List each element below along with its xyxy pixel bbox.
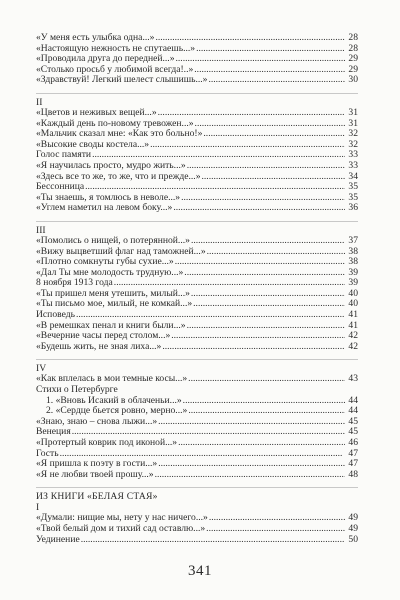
- toc-entry: [36, 108, 358, 119]
- toc-section-2: [36, 108, 358, 214]
- toc-entry-title: «Ты пришел меня утешить, милый...»: [36, 288, 190, 299]
- dot-leader: [72, 427, 345, 438]
- book-heading: ИЗ КНИГИ «БЕЛАЯ СТАЯ»: [36, 491, 158, 503]
- toc-section-4: [36, 374, 358, 480]
- toc-entry-page: 35: [348, 181, 358, 193]
- toc-entry: [36, 44, 358, 55]
- toc-entry-title: «Цветов и неживых вещей...»: [36, 107, 157, 118]
- toc-entry-title: «Настоящую нежность не спутаешь...»: [36, 43, 196, 54]
- toc-entry: [36, 396, 358, 407]
- toc-entry-title: «Дал Ты мне молодость трудную...»: [36, 267, 184, 278]
- dot-leader: [150, 140, 345, 151]
- toc-entry-title: «В ремешках пенал и книги были...»: [36, 320, 186, 331]
- toc-entry-page: 44: [348, 405, 358, 417]
- dot-leader: [202, 172, 346, 183]
- toc-entry: [36, 459, 358, 470]
- toc-entry-title: «Плотно сомкнуты губы сухие...»: [36, 257, 174, 268]
- toc-entry-page: 34: [348, 170, 358, 182]
- toc-entry-title: «Я пришла к поэту в гости...»: [36, 459, 158, 470]
- dot-leader: [207, 247, 345, 258]
- toc-entry-page: 30: [348, 74, 358, 86]
- toc-entry-title: «Вечерние часы перед столом...»: [36, 331, 171, 342]
- dot-leader: [155, 33, 345, 44]
- toc-entry: [36, 268, 358, 279]
- toc-entry-page: 40: [348, 287, 358, 299]
- toc-entry-title: «Здесь все то же, то же, что и прежде...»: [36, 171, 201, 182]
- dot-leader: [178, 438, 345, 449]
- toc-entry-title: «Ты знаешь, я томлюсь в неволе...»: [36, 192, 181, 203]
- dot-leader: [194, 65, 345, 76]
- toc-entry-page: 37: [348, 234, 358, 246]
- toc-entry: [36, 75, 358, 86]
- toc-entry: [36, 310, 358, 321]
- dot-leader: [81, 535, 345, 546]
- toc-entry-title: 2. «Сердце бьется ровно, мерно...»: [46, 406, 188, 417]
- dot-leader: [158, 459, 345, 470]
- toc-entry-title: Исповедь: [36, 310, 75, 321]
- toc-entry-page: 31: [348, 117, 358, 129]
- toc-entry: [36, 247, 358, 258]
- toc-entry-title: «Ты письмо мое, милый, не комкай...»: [36, 299, 193, 310]
- dot-leader: [188, 406, 345, 417]
- toc-entry-page: 29: [348, 53, 358, 65]
- dot-leader: [175, 257, 345, 268]
- toc-entry-page: 44: [348, 394, 358, 406]
- toc-entry: [36, 182, 358, 193]
- toc-entry-page: 32: [348, 138, 358, 150]
- toc-entry: [36, 406, 358, 417]
- toc-entry-page: 38: [348, 245, 358, 257]
- dot-leader: [114, 278, 345, 289]
- toc-entry: [36, 299, 358, 310]
- dot-leader: [76, 310, 345, 321]
- dot-leader: [191, 236, 345, 247]
- toc-entry: [36, 65, 358, 76]
- toc-entry-title: «У меня есть улыбка одна...»: [36, 33, 155, 43]
- toc-entry-page: 45: [348, 426, 358, 438]
- toc-entry-title: «Углем наметил на левом боку...»: [36, 203, 173, 214]
- toc-entry-page: 50: [348, 533, 358, 545]
- dot-leader: [209, 513, 345, 524]
- toc-entry: [36, 342, 358, 353]
- section-divider: [36, 214, 358, 222]
- toc-entry: [36, 524, 358, 535]
- dot-leader: [155, 470, 345, 481]
- toc-entry: [36, 535, 358, 546]
- toc-entry: [36, 449, 358, 460]
- toc-entry-title: «Твой белый дом и тихий сад оставлю...»: [36, 523, 206, 534]
- toc-entry-page: 41: [348, 309, 358, 321]
- toc-entry-page: 49: [348, 522, 358, 534]
- toc-entry-page: 48: [348, 468, 358, 480]
- toc-entry: [36, 331, 358, 342]
- toc-entry-title: 1. «Вновь Исакий в облаченьи...»: [46, 395, 182, 406]
- toc-entry: [36, 140, 358, 151]
- toc-entry: [36, 33, 358, 44]
- toc-entry-title: «Будешь жить, не зная лиха...»: [36, 341, 162, 352]
- toc-entry-page: 46: [348, 437, 358, 448]
- toc-entry-page: 36: [348, 202, 358, 214]
- section-divider: [36, 480, 358, 488]
- toc-entry: [36, 54, 358, 65]
- dot-leader: [187, 321, 345, 332]
- toc-entry: [36, 438, 358, 449]
- section-divider: [36, 352, 358, 360]
- toc-entry: [36, 321, 358, 332]
- dot-leader: [183, 396, 345, 407]
- section-numeral: III: [36, 224, 46, 236]
- toc-entry-page: 42: [348, 330, 358, 342]
- dot-leader: [162, 342, 345, 353]
- table-of-contents: [36, 33, 358, 545]
- toc-entry-title: «Столько просьб у любимой всегда!..»: [36, 64, 194, 75]
- toc-entry-title: Бессонница: [36, 182, 85, 193]
- toc-entry-page: 47: [348, 458, 358, 470]
- toc-entry-title: «Я не любви твоей прошу...»: [36, 469, 154, 480]
- toc-entry: [36, 257, 358, 268]
- dot-leader: [206, 524, 345, 535]
- toc-entry: [36, 374, 358, 385]
- toc-entry-title: Голос памяти: [36, 150, 92, 161]
- toc-entry-title: «Вижу выцветший флаг над таможней...»: [36, 246, 206, 257]
- dot-leader: [158, 108, 345, 119]
- dot-leader: [188, 374, 345, 385]
- toc-entry-page: 28: [348, 42, 358, 54]
- toc-entry-page: 45: [348, 415, 358, 427]
- dot-leader: [171, 331, 345, 342]
- section-divider: [36, 86, 358, 94]
- toc-entry-title: Венеция: [36, 427, 71, 438]
- toc-entry-page: 41: [348, 319, 358, 331]
- toc-entry-page: 47: [348, 447, 358, 459]
- dot-leader: [187, 161, 345, 172]
- section-numeral: I: [36, 502, 40, 514]
- toc-entry-title: «Думали: нищие мы, нету у нас ничего...»: [36, 513, 208, 524]
- dot-leader: [181, 193, 345, 204]
- dot-leader: [92, 150, 345, 161]
- toc-entry-page: 33: [348, 159, 358, 171]
- toc-entry-page: 40: [348, 298, 358, 310]
- toc-entry-page: 42: [348, 340, 358, 352]
- toc-entry-page: 38: [348, 256, 358, 268]
- toc-entry-title: «Проводила друга до передней...»: [36, 54, 175, 65]
- toc-entry-page: 32: [348, 128, 358, 140]
- toc-entry: [36, 193, 358, 204]
- dot-leader: [203, 129, 345, 140]
- dot-leader: [60, 449, 345, 460]
- dot-leader: [184, 268, 345, 279]
- toc-entry: [36, 119, 358, 130]
- toc-entry-title: «Я научилась просто, мудро жить...»: [36, 160, 186, 171]
- dot-leader: [191, 289, 345, 300]
- toc-entry-page: 35: [348, 191, 358, 203]
- section-numeral: IV: [36, 363, 47, 375]
- toc-entry-title: 8 ноября 1913 года: [36, 278, 113, 289]
- dot-leader: [196, 44, 345, 55]
- toc-entry: [36, 236, 358, 247]
- toc-entry-title: «Каждый день по-новому тревожен...»: [36, 118, 194, 129]
- toc-entry-page: 31: [348, 106, 358, 118]
- dot-leader: [158, 417, 345, 428]
- toc-entry-title: «Мальчик сказал мне: «Как это больно!»: [36, 129, 203, 140]
- toc-entry: [36, 172, 358, 183]
- dot-leader: [173, 203, 345, 214]
- toc-entry: [36, 161, 358, 172]
- toc-section-3: [36, 236, 358, 353]
- toc-entry: [36, 278, 358, 289]
- toc-entry-page: 29: [348, 63, 358, 75]
- toc-entry-title: «Знаю, знаю – снова лыжи...»: [36, 416, 158, 427]
- toc-entry-title: «Протертый коврик под иконой...»: [36, 438, 178, 448]
- page-number: 341: [188, 563, 212, 579]
- toc-entry-title: Стихи о Петербурге: [36, 385, 118, 396]
- dot-leader: [195, 119, 345, 130]
- toc-entry-title: Уединение: [36, 534, 80, 545]
- dot-leader: [85, 182, 345, 193]
- toc-entry-title: «Помолись о нищей, о потерянной...»: [36, 235, 190, 246]
- dot-leader: [176, 54, 345, 65]
- toc-entry: [36, 150, 358, 161]
- toc-entry-title: «Высокие своды костела...»: [36, 139, 150, 150]
- toc-entry: [36, 470, 358, 481]
- toc-entry: [36, 427, 358, 438]
- toc-entry-page: 28: [348, 32, 358, 43]
- toc-entry: [36, 417, 358, 428]
- dot-leader: [193, 299, 345, 310]
- toc-entry-page: 39: [348, 266, 358, 278]
- toc-entry-title: «Как вплелась в мои темные косы...»: [36, 374, 188, 385]
- toc-entry-page: 39: [348, 277, 358, 289]
- toc-entry: [36, 513, 358, 524]
- toc-entry: [36, 129, 358, 140]
- toc-entry-title: «Здравствуй! Легкий шелест слышишь...»: [36, 75, 208, 86]
- toc-entry: [36, 203, 358, 214]
- toc-book-section: [36, 513, 358, 545]
- toc-entry: [36, 385, 358, 396]
- toc-entry-page: 43: [348, 373, 358, 385]
- toc-entry-page: 49: [348, 512, 358, 524]
- toc-section-continued: [36, 33, 358, 86]
- toc-entry-title: Гость: [36, 448, 59, 459]
- toc-entry: [36, 289, 358, 300]
- section-numeral: II: [36, 96, 43, 108]
- toc-entry-page: 33: [348, 149, 358, 161]
- dot-leader: [208, 75, 345, 86]
